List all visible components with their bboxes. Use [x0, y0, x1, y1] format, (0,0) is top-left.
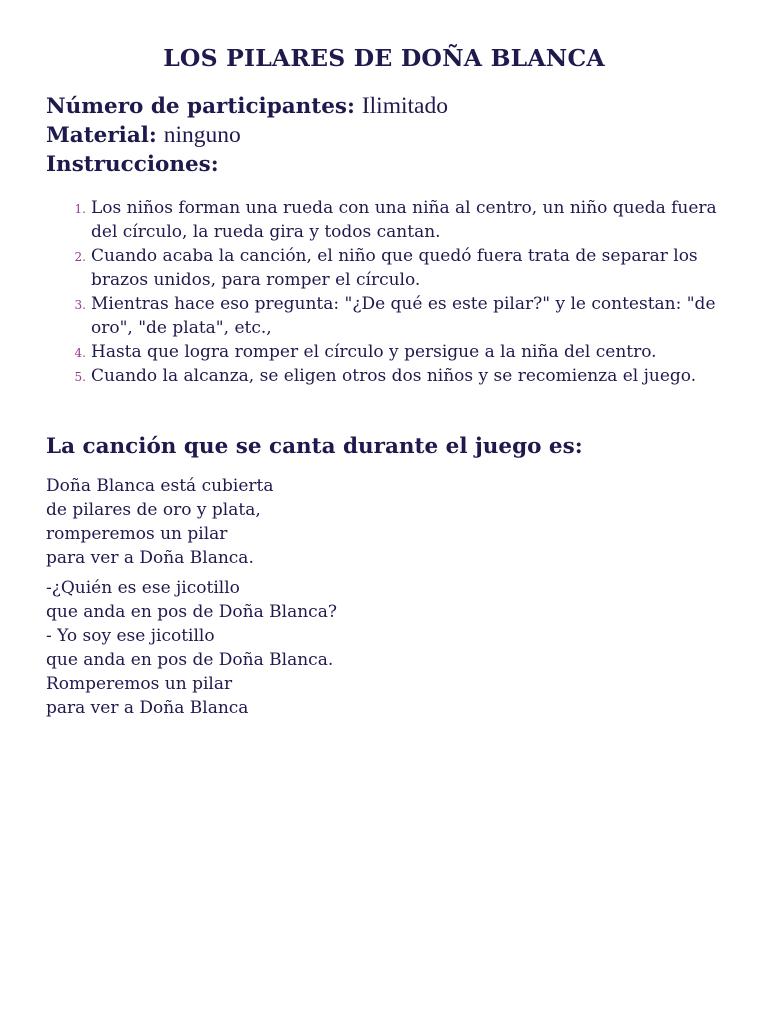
participants-line: [46, 92, 736, 121]
song-verse: que anda en pos de Doña Blanca?: [46, 602, 337, 622]
song-verse: -¿Quién es ese jicotillo: [46, 578, 240, 598]
instruction-item: [46, 340, 736, 364]
instruction-number: 4.: [74, 346, 86, 360]
instruction-item: [46, 196, 736, 244]
document-title: LOS PILARES DE DOÑA BLANCA: [163, 44, 605, 72]
instruction-number: 2.: [74, 250, 86, 264]
instructions-heading: Instrucciones:: [46, 152, 219, 177]
song-verse: romperemos un pilar: [46, 524, 228, 544]
song-heading: La canción que se canta durante el juego es:: [46, 434, 583, 459]
material-line: [46, 121, 736, 150]
participants-value: Ilimitado: [361, 93, 448, 119]
instruction-number: 1.: [74, 202, 86, 216]
instruction-text: Hasta que logra romper el círculo y persigue a la niña del centro.: [91, 342, 657, 362]
song-verse: de pilares de oro y plata,: [46, 500, 261, 520]
instruction-item: [46, 364, 736, 388]
instruction-item: [46, 244, 736, 292]
instruction-item: [46, 292, 736, 340]
instruction-number: 5.: [74, 370, 86, 384]
song-verse: que anda en pos de Doña Blanca.: [46, 650, 334, 670]
song-verse: para ver a Doña Blanca: [46, 698, 249, 718]
participants-label: Número de participantes:: [46, 94, 355, 119]
instructions-list: [46, 196, 736, 388]
instruction-text: Cuando la alcanza, se eligen otros dos niños y se recomienza el juego.: [91, 366, 697, 386]
instruction-number: 3.: [74, 298, 86, 312]
song-stanza-2: [46, 576, 646, 720]
song-verse: Romperemos un pilar: [46, 674, 233, 694]
instruction-text: Mientras hace eso pregunta: "¿De qué es este pilar?" y le contestan: "de oro", "de plata", etc.,: [91, 294, 716, 338]
song-stanza-1: [46, 474, 646, 570]
game-info: [46, 92, 736, 179]
song-verse: Doña Blanca está cubierta: [46, 476, 274, 496]
material-label: Material:: [46, 123, 157, 148]
instructions-heading-line: [46, 150, 736, 179]
song-verse: - Yo soy ese jicotillo: [46, 626, 215, 646]
song-verse: para ver a Doña Blanca.: [46, 548, 254, 568]
instruction-text: Cuando acaba la canción, el niño que quedó fuera trata de separar los brazos unidos, para romper el círculo.: [91, 246, 698, 290]
instruction-text: Los niños forman una rueda con una niña al centro, un niño queda fuera del círculo, la rueda gira y todos cantan.: [91, 198, 717, 242]
material-value: ninguno: [163, 122, 241, 148]
